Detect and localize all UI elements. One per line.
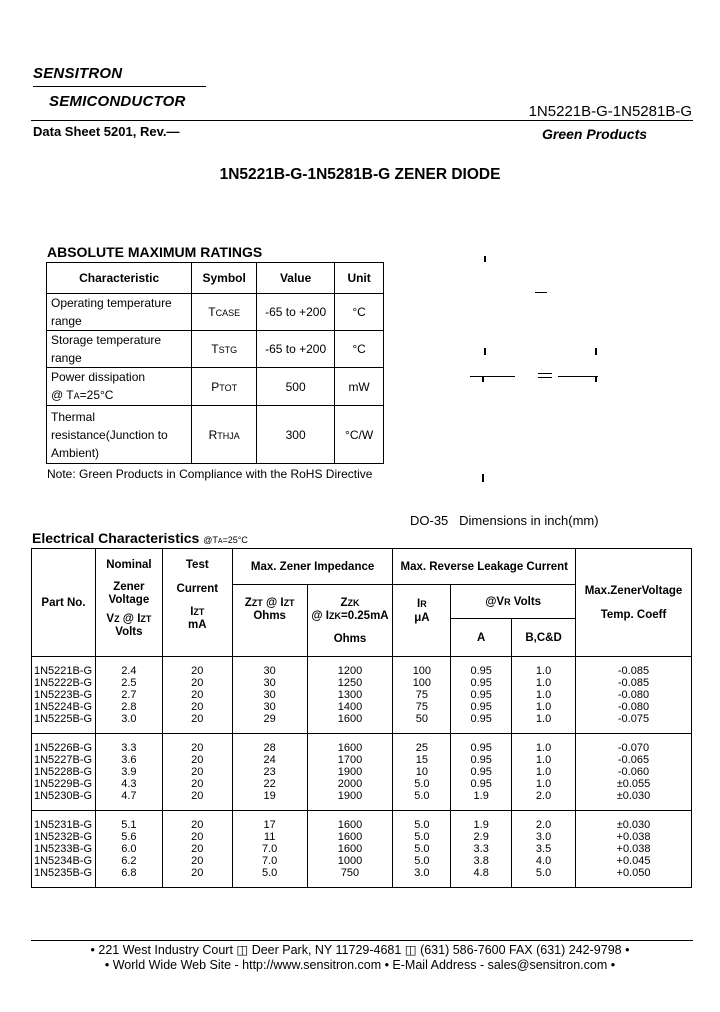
test-current-cell: 20 [162, 778, 232, 790]
page-title: 1N5221B-G-1N5281B-G ZENER DIODE [219, 166, 501, 183]
temp-coeff-cell: ±0.030 [575, 790, 691, 811]
zzk-cell: 1250 [307, 677, 393, 689]
vr-bcd-cell: 1.0 [512, 713, 576, 734]
zzt-cell: 30 [232, 677, 307, 689]
part-number-cell: 1N5232B-G [32, 831, 96, 843]
col-zzk: ZZK @ IZK=0.25mA Ohms [307, 585, 393, 657]
zzk-cell: 750 [307, 867, 393, 888]
nominal-vz-cell: 4.3 [95, 778, 162, 790]
nominal-vz-cell: 2.4 [95, 657, 162, 678]
value-cell: -65 to +200 [257, 331, 335, 368]
table-row [47, 294, 384, 331]
do35-package-drawing [440, 240, 690, 500]
temp-coeff-cell: ±0.030 [575, 811, 691, 832]
vr-bcd-cell: 1.0 [512, 754, 576, 766]
zzk-cell: 2000 [307, 778, 393, 790]
col-nominal-zener-voltage: Nominal Zener Voltage VZ @ IZT Volts [95, 549, 162, 657]
symbol-cell: PTOT [192, 368, 257, 406]
part-number-cell: 1N5233B-G [32, 843, 96, 855]
part-number-cell: 1N5228B-G [32, 766, 96, 778]
nominal-vz-cell: 4.7 [95, 790, 162, 811]
nominal-vz-cell: 3.9 [95, 766, 162, 778]
part-number-cell: 1N5230B-G [32, 790, 96, 811]
symbol-cell: RTHJA [192, 406, 257, 464]
vr-bcd-cell: 2.0 [512, 790, 576, 811]
zzk-cell: 1200 [307, 657, 393, 678]
col-vr-a: A [451, 619, 512, 657]
table-row [32, 790, 692, 811]
zzk-cell: 1600 [307, 713, 393, 734]
zzt-cell: 30 [232, 657, 307, 678]
part-number-cell: 1N5231B-G [32, 811, 96, 832]
unit-cell: mW [335, 368, 384, 406]
dimension-tick [482, 474, 484, 482]
vr-a-cell: 2.9 [451, 831, 512, 843]
part-range-header: 1N5221B-G-1N5281B-G [528, 103, 692, 120]
ir-cell: 25 [393, 734, 451, 755]
table-row [32, 843, 692, 855]
table-row [32, 713, 692, 734]
col-max-reverse-leakage: Max. Reverse Leakage Current [393, 549, 576, 585]
vr-a-cell: 0.95 [451, 766, 512, 778]
test-current-cell: 20 [162, 657, 232, 678]
table-row [32, 867, 692, 888]
company-name-line1: SENSITRON [33, 65, 123, 82]
vr-a-cell: 0.95 [451, 734, 512, 755]
lead-left [470, 376, 515, 377]
vr-bcd-cell: 5.0 [512, 867, 576, 888]
zzt-cell: 23 [232, 766, 307, 778]
abs-max-header-row [47, 263, 384, 294]
zzt-cell: 28 [232, 734, 307, 755]
zzk-cell: 1300 [307, 689, 393, 701]
col-vr-bcd: B,C&D [512, 619, 576, 657]
test-current-cell: 20 [162, 689, 232, 701]
unit-cell: °C [335, 294, 384, 331]
ir-cell: 5.0 [393, 843, 451, 855]
zzt-cell: 7.0 [232, 843, 307, 855]
table-row [32, 689, 692, 701]
test-current-cell: 20 [162, 754, 232, 766]
table-row [32, 754, 692, 766]
part-number-cell: 1N5225B-G [32, 713, 96, 734]
symbol-cell: TSTG [192, 331, 257, 368]
zzt-cell: 17 [232, 811, 307, 832]
characteristic-cell: Operating temperature range [47, 294, 192, 331]
symbol-cell: TCASE [192, 294, 257, 331]
table-row [32, 701, 692, 713]
test-current-cell: 20 [162, 811, 232, 832]
temp-coeff-cell: -0.080 [575, 701, 691, 713]
col-symbol: Symbol [192, 263, 257, 294]
temp-coeff-cell: +0.045 [575, 855, 691, 867]
diode-body [538, 373, 552, 378]
temp-coeff-cell: -0.085 [575, 677, 691, 689]
zzk-cell: 1000 [307, 855, 393, 867]
vr-bcd-cell: 1.0 [512, 689, 576, 701]
vr-bcd-cell: 1.0 [512, 677, 576, 689]
dimension-tick [595, 348, 597, 355]
nominal-vz-cell: 3.3 [95, 734, 162, 755]
ir-cell: 100 [393, 677, 451, 689]
part-number-cell: 1N5227B-G [32, 754, 96, 766]
ir-cell: 15 [393, 754, 451, 766]
datasheet-revision: Data Sheet 5201, Rev.— [33, 124, 180, 139]
col-zzt: ZZT @ IZT Ohms [232, 585, 307, 657]
temp-coeff-cell: +0.050 [575, 867, 691, 888]
vr-bcd-cell: 1.0 [512, 701, 576, 713]
vr-bcd-cell: 1.0 [512, 766, 576, 778]
vr-a-cell: 1.9 [451, 790, 512, 811]
temp-coeff-cell: -0.085 [575, 657, 691, 678]
header-rule-long [31, 120, 693, 121]
zzt-cell: 29 [232, 713, 307, 734]
table-row [32, 855, 692, 867]
abs-max-table [46, 262, 384, 464]
zzk-cell: 1400 [307, 701, 393, 713]
col-vr: @VR Volts [451, 585, 576, 619]
test-current-cell: 20 [162, 855, 232, 867]
package-caption: DO-35 Dimensions in inch(mm) [410, 513, 599, 528]
vr-bcd-cell: 2.0 [512, 811, 576, 832]
zzk-cell: 1600 [307, 734, 393, 755]
vr-bcd-cell: 1.0 [512, 734, 576, 755]
vr-bcd-cell: 4.0 [512, 855, 576, 867]
zzt-cell: 30 [232, 689, 307, 701]
vr-bcd-cell: 1.0 [512, 778, 576, 790]
nominal-vz-cell: 6.0 [95, 843, 162, 855]
test-current-cell: 20 [162, 790, 232, 811]
col-characteristic: Characteristic [47, 263, 192, 294]
zzk-cell: 1700 [307, 754, 393, 766]
col-part-no: Part No. [32, 549, 96, 657]
col-max-zener-impedance: Max. Zener Impedance [232, 549, 393, 585]
temp-coeff-cell: -0.070 [575, 734, 691, 755]
electrical-heading: Electrical Characteristics @TA=25°C [32, 530, 248, 546]
temp-coeff-cell: -0.060 [575, 766, 691, 778]
zzt-cell: 5.0 [232, 867, 307, 888]
col-test-current: Test Current IZT mA [162, 549, 232, 657]
characteristic-cell: Power dissipation @ TA=25°C [47, 368, 192, 406]
test-current-cell: 20 [162, 734, 232, 755]
vr-a-cell: 0.95 [451, 713, 512, 734]
ir-cell: 75 [393, 689, 451, 701]
header-row [32, 549, 692, 585]
table-row [32, 734, 692, 755]
table-row [32, 811, 692, 832]
abs-max-heading: ABSOLUTE MAXIMUM RATINGS [47, 244, 263, 260]
company-name-line2: SEMICONDUCTOR [49, 93, 186, 110]
table-row [47, 406, 384, 464]
table-row [32, 778, 692, 790]
part-number-cell: 1N5222B-G [32, 677, 96, 689]
table-row [32, 677, 692, 689]
part-number-cell: 1N5229B-G [32, 778, 96, 790]
test-current-cell: 20 [162, 831, 232, 843]
ir-cell: 5.0 [393, 811, 451, 832]
electrical-table-body [32, 657, 692, 888]
characteristic-cell: Thermal resistance(Junction to Ambient) [47, 406, 192, 464]
temp-coeff-cell: +0.038 [575, 831, 691, 843]
vr-a-cell: 1.9 [451, 811, 512, 832]
table-row [32, 657, 692, 678]
part-number-cell: 1N5235B-G [32, 867, 96, 888]
header-rule-short [33, 86, 206, 87]
zzk-cell: 1900 [307, 790, 393, 811]
ir-cell: 100 [393, 657, 451, 678]
electrical-characteristics-table [31, 548, 692, 888]
part-number-cell: 1N5221B-G [32, 657, 96, 678]
nominal-vz-cell: 2.8 [95, 701, 162, 713]
characteristic-cell: Storage temperature range [47, 331, 192, 368]
unit-cell: °C [335, 331, 384, 368]
nominal-vz-cell: 5.6 [95, 831, 162, 843]
ir-cell: 3.0 [393, 867, 451, 888]
vr-a-cell: 0.95 [451, 657, 512, 678]
unit-cell: °C/W [335, 406, 384, 464]
dimension-tick [484, 256, 486, 262]
nominal-vz-cell: 2.5 [95, 677, 162, 689]
test-current-cell: 20 [162, 677, 232, 689]
ir-cell: 75 [393, 701, 451, 713]
green-products-label: Green Products [542, 126, 648, 142]
col-ir: IR μA [393, 585, 451, 657]
temp-coeff-cell: -0.075 [575, 713, 691, 734]
nominal-vz-cell: 3.6 [95, 754, 162, 766]
dimension-tick [482, 376, 484, 382]
zzt-cell: 24 [232, 754, 307, 766]
zzt-cell: 19 [232, 790, 307, 811]
value-cell: 300 [257, 406, 335, 464]
table-row [32, 766, 692, 778]
table-row [47, 368, 384, 406]
footer-web-email: • World Wide Web Site - http://www.sensitron.com • E-Mail Address - sales@sensitron.com • [104, 958, 616, 972]
part-number-cell: 1N5223B-G [32, 689, 96, 701]
ir-cell: 5.0 [393, 778, 451, 790]
vr-a-cell: 3.3 [451, 843, 512, 855]
col-unit: Unit [335, 263, 384, 294]
col-temp-coeff: Max.ZenerVoltage Temp. Coeff [575, 549, 691, 657]
zzk-cell: 1600 [307, 831, 393, 843]
vr-a-cell: 0.95 [451, 677, 512, 689]
zzt-cell: 11 [232, 831, 307, 843]
rohs-note: Note: Green Products in Compliance with the RoHS Directive [47, 467, 373, 481]
part-number-cell: 1N5234B-G [32, 855, 96, 867]
vr-a-cell: 0.95 [451, 701, 512, 713]
vr-a-cell: 0.95 [451, 778, 512, 790]
value-cell: -65 to +200 [257, 294, 335, 331]
test-current-cell: 20 [162, 701, 232, 713]
part-number-cell: 1N5224B-G [32, 701, 96, 713]
zzk-cell: 1600 [307, 811, 393, 832]
zzk-cell: 1600 [307, 843, 393, 855]
temp-coeff-cell: -0.080 [575, 689, 691, 701]
table-row [32, 831, 692, 843]
zzt-cell: 7.0 [232, 855, 307, 867]
nominal-vz-cell: 5.1 [95, 811, 162, 832]
vr-a-cell: 4.8 [451, 867, 512, 888]
zzt-cell: 30 [232, 701, 307, 713]
ir-cell: 5.0 [393, 855, 451, 867]
test-current-cell: 20 [162, 867, 232, 888]
ir-cell: 50 [393, 713, 451, 734]
nominal-vz-cell: 6.2 [95, 855, 162, 867]
value-cell: 500 [257, 368, 335, 406]
vr-a-cell: 3.8 [451, 855, 512, 867]
col-value: Value [257, 263, 335, 294]
temp-coeff-cell: +0.038 [575, 843, 691, 855]
test-current-cell: 20 [162, 843, 232, 855]
footer-address: • 221 West Industry Court ◫ Deer Park, NY 11729-4681 ◫ (631) 586-7600 FAX (631) 242-9798 • [90, 943, 630, 957]
lead-right [558, 376, 598, 377]
table-row [47, 331, 384, 368]
vr-bcd-cell: 1.0 [512, 657, 576, 678]
vr-a-cell: 0.95 [451, 689, 512, 701]
nominal-vz-cell: 2.7 [95, 689, 162, 701]
vr-bcd-cell: 3.0 [512, 831, 576, 843]
ir-cell: 10 [393, 766, 451, 778]
vr-a-cell: 0.95 [451, 754, 512, 766]
nominal-vz-cell: 6.8 [95, 867, 162, 888]
dimension-tick [484, 348, 486, 355]
zzt-cell: 22 [232, 778, 307, 790]
test-current-cell: 20 [162, 713, 232, 734]
temp-coeff-cell: -0.065 [575, 754, 691, 766]
ir-cell: 5.0 [393, 831, 451, 843]
nominal-vz-cell: 3.0 [95, 713, 162, 734]
footer-rule [31, 940, 693, 941]
part-number-cell: 1N5226B-G [32, 734, 96, 755]
dimension-arrow [535, 292, 547, 293]
temp-coeff-cell: ±0.055 [575, 778, 691, 790]
zzk-cell: 1900 [307, 766, 393, 778]
ir-cell: 5.0 [393, 790, 451, 811]
vr-bcd-cell: 3.5 [512, 843, 576, 855]
test-current-cell: 20 [162, 766, 232, 778]
dimension-tick [595, 376, 597, 382]
